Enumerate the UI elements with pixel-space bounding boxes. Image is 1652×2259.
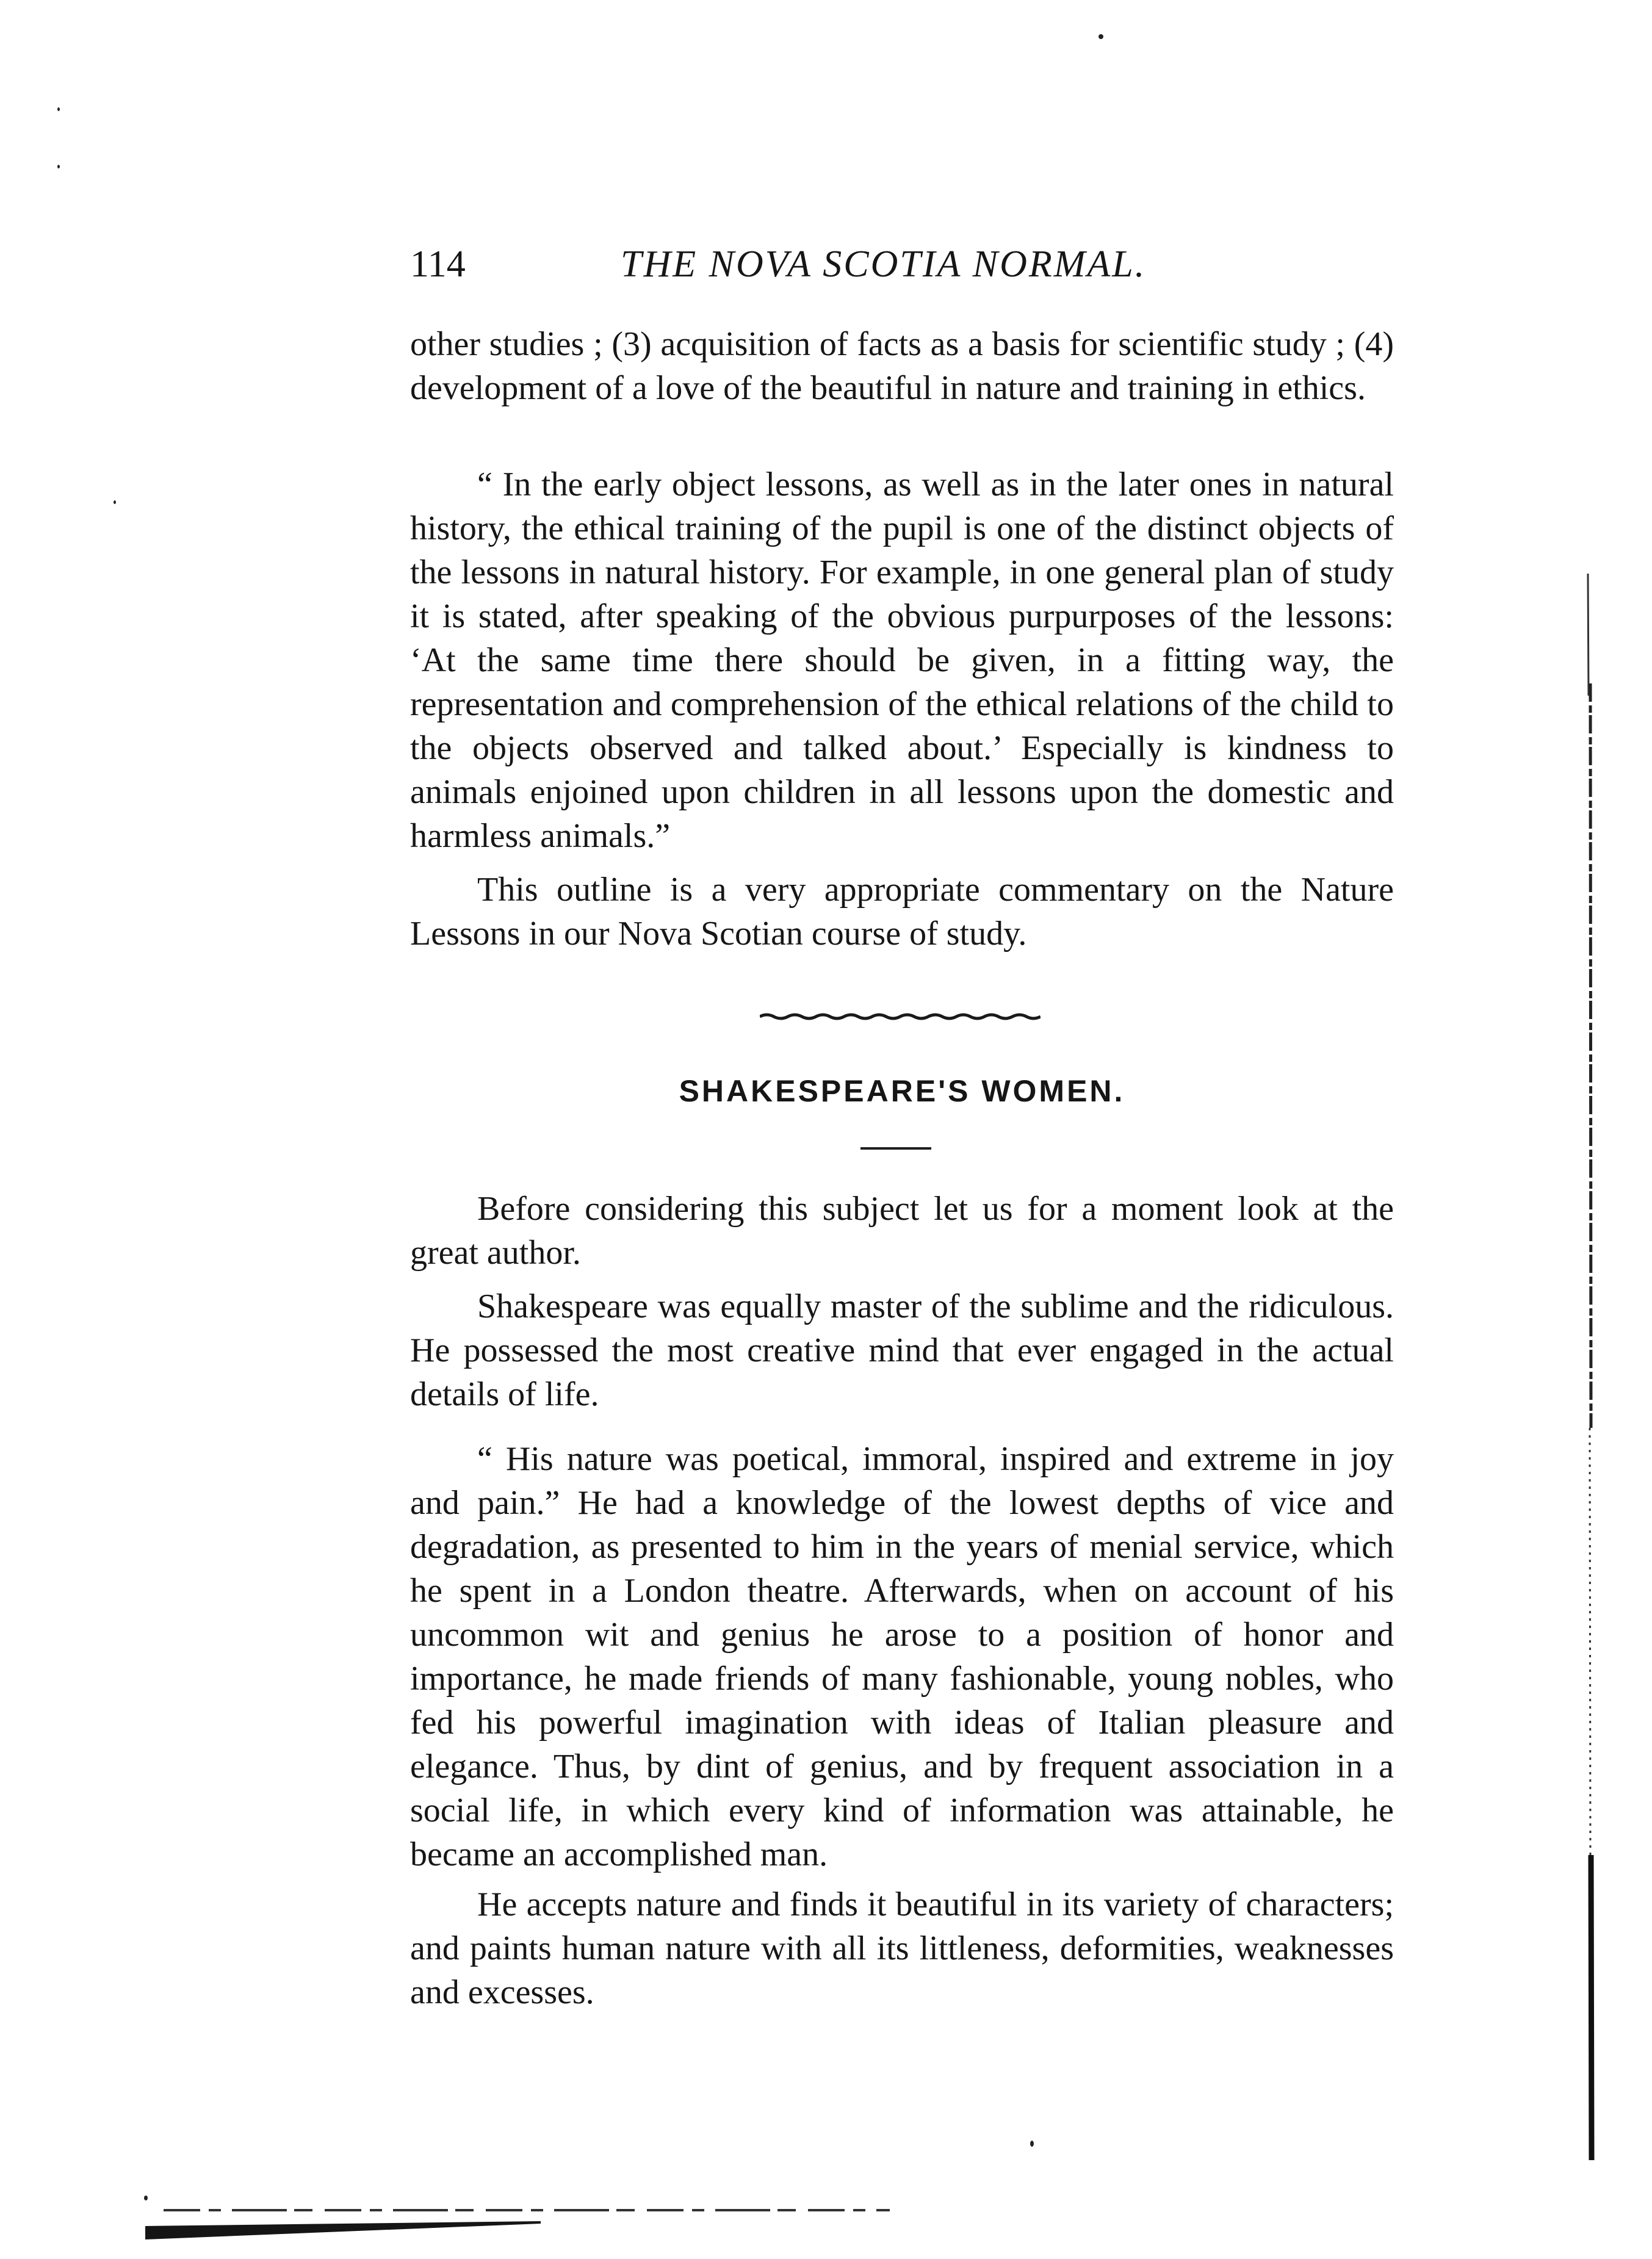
paragraph-quotation: “ In the early object lessons, as well as in the later ones in natural history, the ethical training of the pupil is one of the distinct objects of the lessons in natural history. For example, in one general plan of study it is stated, after speaking of the obvious purpurposes of the lessons: ‘At the same time there should be given, in a fitting way, the representation and comprehension of the ethical relations of the child to the objects observed and talked about.’ Especially is kindness to animals enjoined upon children in all lessons upon the domestic and harmless animals.” [410, 466, 1394, 855]
scan-speck [1030, 2141, 1034, 2147]
running-head: THE NOVA SCOTIA NORMAL. [621, 243, 1147, 285]
scan-edge-mark [1585, 574, 1596, 2160]
section-title: SHAKESPEARE'S WOMEN. [679, 1074, 1125, 1108]
bottom-dashed-line [164, 2208, 890, 2213]
scan-speck [114, 500, 116, 504]
paragraph-intro: Before considering this subject let us for a moment look at the great author. [410, 1190, 1394, 1272]
scan-speck [57, 165, 60, 168]
paragraph-outline-commentary: This outline is a very appropriate commentary on the Nature Lessons in our Nova Scotian course of study. [410, 871, 1394, 953]
page-header [410, 237, 1411, 292]
section-divider-rule [760, 1013, 1041, 1020]
title-underline-rule [860, 1147, 931, 1150]
scan-speck [144, 2196, 148, 2200]
paragraph-continued: other studies ; (3) acquisition of facts as a basis for scientific study ; (4) development of a love of the beautiful in nature and training in ethics. [410, 325, 1394, 407]
page-number: 114 [410, 243, 466, 285]
bottom-scan-bar [145, 2221, 541, 2239]
paragraph-master: Shakespeare was equally master of the sublime and the ridiculous. He possessed the most creative mind that ever engaged in the actual details of life. [410, 1288, 1394, 1413]
paragraph-biography: “ His nature was poetical, immoral, inspired and extreme in joy and pain.” He had a knowledge of the lowest depths of vice and degradation, as presented to him in the years of menial service, which he spent in a London theatre. Afterwards, when on account of his uncommon wit and genius he arose to a position of honor and importance, he made friends of many fashionable, young nobles, who fed his powerful imagination with ideas of Italian pleasure and elegance. Thus, by dint of genius, and by frequent association in a social life, in which every kind of information was attainable, he became an accomplished man. [410, 1440, 1394, 1873]
scan-speck [1098, 34, 1103, 39]
scan-speck [57, 107, 60, 111]
paragraph-nature: He accepts nature and finds it beautiful in its variety of characters; and paints human nature with all its littleness, deformities, weaknesses and excesses. [410, 1886, 1394, 2011]
